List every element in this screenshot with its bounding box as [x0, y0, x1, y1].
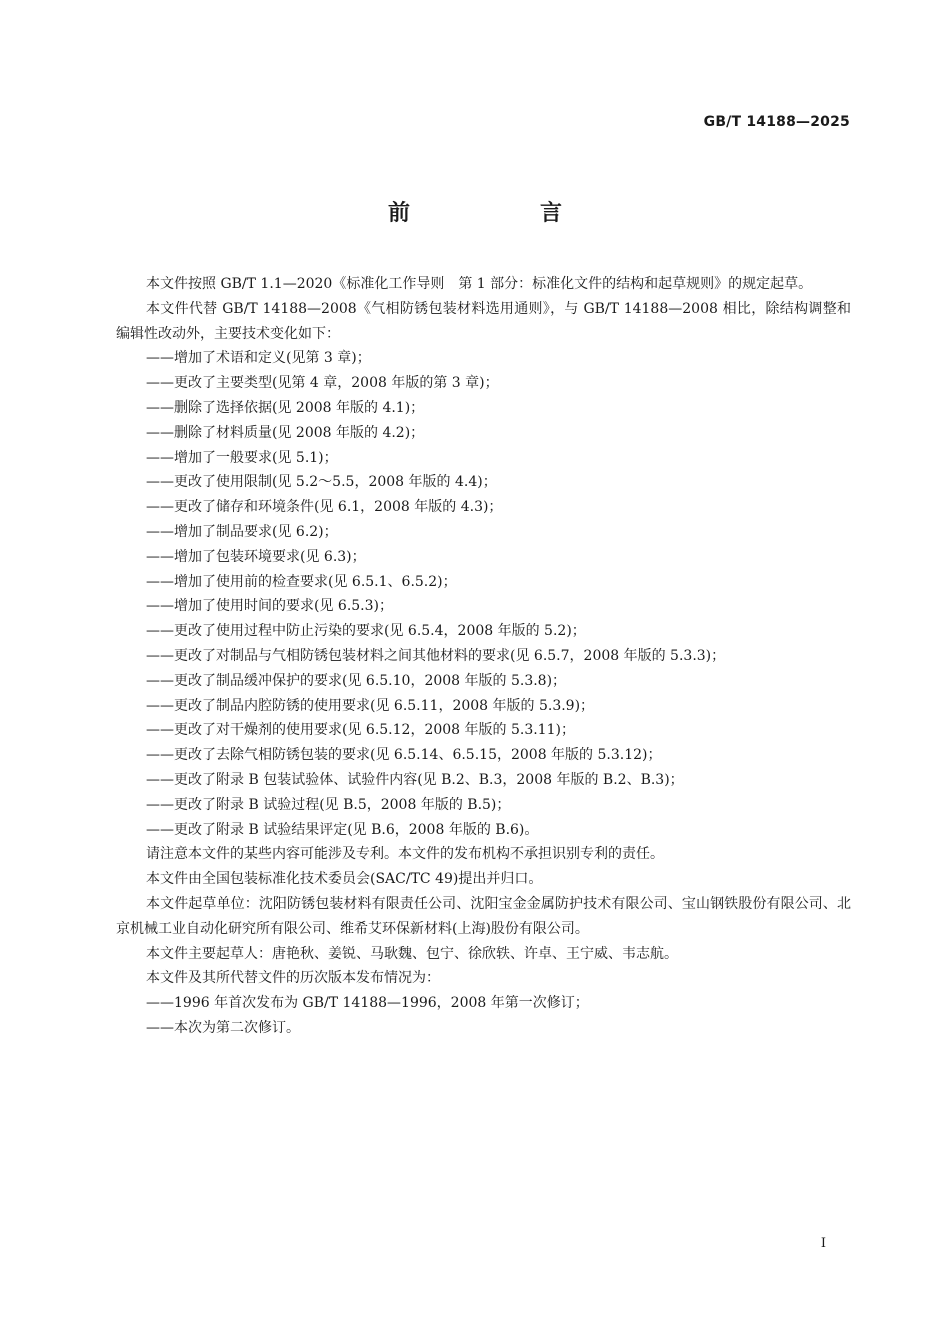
foreword-body: [116, 272, 851, 1041]
change-item: ——增加了包装环境要求(见 6.3)；: [146, 548, 366, 565]
paragraph-drafting-rules: 本文件按照 GB/T 1.1—2020《标准化工作导则 第 1 部分：标准化文件的结构和起草规则》的规定起草。: [146, 276, 813, 292]
paragraph-committee: 本文件由全国包装标准化技术委员会(SAC/TC 49)提出并归口。: [146, 871, 543, 888]
paragraph-drafting-units: 本文件起草单位：沈阳防锈包装材料有限责任公司、沈阳宝金金属防护技术有限公司、宝山钢铁股份有限公司、北京机械工业自动化研究所有限公司、维希艾环保新材料(上海)股份有限公司。: [116, 895, 851, 937]
change-item: ——更改了制品缓冲保护的要求(见 6.5.10，2008 年版的 5.3.8)；: [146, 672, 567, 689]
change-item: ——更改了制品内腔防锈的使用要求(见 6.5.11，2008 年版的 5.3.9)；: [146, 697, 595, 714]
change-item: ——删除了材料质量(见 2008 年版的 4.2)；: [146, 424, 425, 441]
change-item: ——更改了对制品与气相防锈包装材料之间其他材料的要求(见 6.5.7，2008 年版的 5.3.3)；: [146, 647, 726, 664]
paragraph-drafters: 本文件主要起草人：唐艳秋、姜锐、马耿魏、包宁、徐欣轶、许卓、王宁威、韦志航。: [146, 945, 678, 962]
change-item: ——更改了附录 B 试验过程(见 B.5，2008 年版的 B.5)；: [146, 796, 511, 813]
change-item: ——增加了一般要求(见 5.1)；: [146, 449, 338, 466]
change-item: ——增加了制品要求(见 6.2)；: [146, 523, 338, 540]
standard-code: GB/T 14188—2025: [703, 114, 850, 130]
change-item: ——更改了对干燥剂的使用要求(见 6.5.12，2008 年版的 5.3.11)；: [146, 722, 575, 739]
paragraph-replacement: 本文件代替 GB/T 14188—2008《气相防锈包装材料选用通则》，与 GB/T 14188—2008 相比，除结构调整和编辑性改动外，主要技术变化如下：: [116, 300, 851, 342]
paragraph-history-intro: 本文件及其所代替文件的历次版本发布情况为：: [146, 970, 440, 987]
change-item: ——更改了去除气相防锈包装的要求(见 6.5.14、6.5.15，2008 年版的 5.3.12)；: [146, 747, 662, 764]
change-item: ——删除了选择依据(见 2008 年版的 4.1)；: [146, 399, 425, 416]
history-item: ——本次为第二次修订。: [146, 1019, 300, 1036]
change-item: ——更改了使用限制(见 5.2～5.5，2008 年版的 4.4)；: [146, 474, 497, 491]
paragraph-patent-notice: 请注意本文件的某些内容可能涉及专利。本文件的发布机构不承担识别专利的责任。: [146, 846, 664, 863]
change-item: ——更改了使用过程中防止污染的要求(见 6.5.4，2008 年版的 5.2)；: [146, 623, 586, 640]
page-title: 前 言: [387, 201, 616, 226]
page-number: I: [820, 1236, 826, 1251]
change-item: ——更改了附录 B 试验结果评定(见 B.6，2008 年版的 B.6)。: [146, 821, 539, 838]
change-item: ——更改了主要类型(见第 4 章，2008 年版的第 3 章)；: [146, 375, 499, 392]
change-item: ——更改了储存和环境条件(见 6.1，2008 年版的 4.3)；: [146, 499, 503, 516]
change-item: ——增加了使用前的检查要求(见 6.5.1、6.5.2)；: [146, 573, 457, 590]
history-item: ——1996 年首次发布为 GB/T 14188—1996，2008 年第一次修订；: [146, 995, 589, 1012]
change-item: ——增加了使用时间的要求(见 6.5.3)；: [146, 598, 393, 615]
change-item: ——增加了术语和定义(见第 3 章)；: [146, 350, 371, 367]
change-item: ——更改了附录 B 包装试验体、试验件内容(见 B.2、B.3，2008 年版的 B.2、B.3)；: [146, 771, 684, 788]
